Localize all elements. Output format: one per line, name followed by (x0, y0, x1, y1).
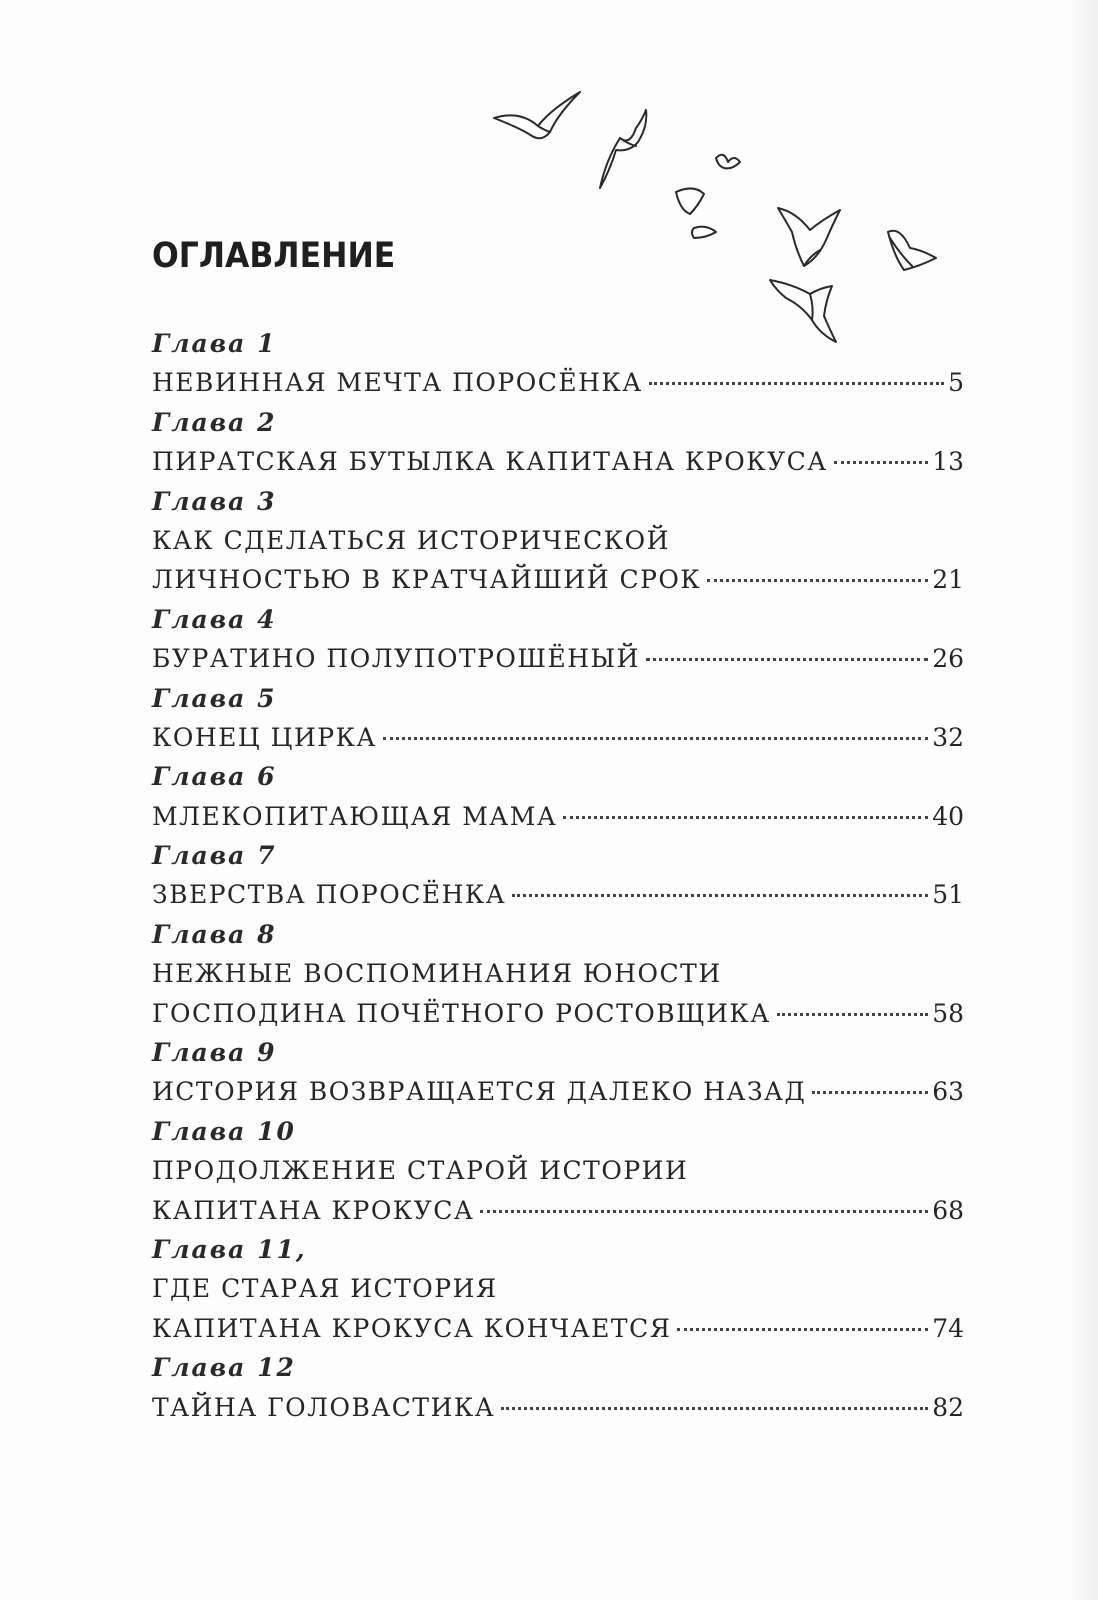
chapter-title: ИСТОРИЯ ВОЗВРАЩАЕТСЯ ДАЛЕКО НАЗАД (152, 1077, 807, 1107)
chapter-label: Глава 6 (152, 762, 277, 792)
chapter-title-line (152, 1191, 964, 1230)
chapter-title: ПРОДОЛЖЕНИЕ СТАРОЙ ИСТОРИИ (152, 1156, 689, 1186)
page-number: 63 (932, 1077, 964, 1107)
chapter-title: КАПИТАНА КРОКУСА (152, 1195, 475, 1225)
chapter-title-line (152, 363, 964, 402)
chapter-title: КАК СДЕЛАТЬСЯ ИСТОРИЧЕСКОЙ (152, 525, 670, 555)
chapter-label: Глава 7 (152, 841, 277, 871)
chapter-title: ГОСПОДИНА ПОЧЁТНОГО РОСТОВЩИКА (152, 998, 771, 1028)
toc-entry[interactable] (152, 1112, 964, 1230)
chapter-label: Глава 8 (152, 919, 277, 949)
chapter-title-line (152, 1072, 964, 1111)
page-number: 68 (932, 1195, 964, 1225)
toc-entry[interactable] (152, 757, 964, 836)
dot-leader (777, 1013, 928, 1016)
toc-entry[interactable] (152, 915, 964, 1033)
page-number: 40 (932, 801, 964, 831)
toc-entry[interactable] (152, 1033, 964, 1112)
chapter-label: Глава 3 (152, 486, 277, 516)
page-number: 58 (932, 998, 964, 1028)
chapter-title: ЗВЕРСТВА ПОРОСЁНКА (152, 880, 507, 910)
dot-leader (812, 1091, 928, 1094)
dot-leader (480, 1210, 928, 1213)
chapter-title-line (152, 1388, 964, 1427)
chapter-title-line (152, 994, 964, 1033)
toc-entry[interactable] (152, 1230, 964, 1348)
dot-leader (834, 461, 928, 464)
dot-leader (501, 1407, 928, 1410)
chapter-title: НЕВИННАЯ МЕЧТА ПОРОСЁНКА (152, 368, 643, 398)
dot-leader (649, 382, 944, 385)
chapter-title: ПИРАТСКАЯ БУТЫЛКА КАПИТАНА КРОКУСА (152, 447, 828, 477)
toc-entry[interactable] (152, 836, 964, 915)
toc-entry[interactable] (152, 324, 964, 403)
dot-leader (707, 579, 928, 582)
page-number: 32 (932, 722, 964, 752)
chapter-title: КОНЕЦ ЦИРКА (152, 722, 377, 752)
chapter-title-line (152, 521, 964, 560)
page-number: 74 (932, 1313, 964, 1343)
chapter-label: Глава 11, (152, 1234, 307, 1264)
chapter-title: ЛИЧНОСТЬЮ В КРАТЧАЙШИЙ СРОК (152, 565, 702, 595)
chapter-label: Глава 5 (152, 683, 277, 713)
chapter-title-line (152, 954, 964, 993)
chapter-label: Глава 10 (152, 1116, 296, 1146)
chapter-title: ГДЕ СТАРАЯ ИСТОРИЯ (152, 1274, 498, 1304)
page-number: 26 (932, 644, 964, 674)
chapter-title-line (152, 718, 964, 757)
chapter-label: Глава 1 (152, 329, 277, 358)
chapter-title: НЕЖНЫЕ ВОСПОМИНАНИЯ ЮНОСТИ (152, 959, 722, 989)
toc-entry[interactable] (152, 1348, 964, 1427)
dot-leader (646, 658, 928, 661)
dot-leader (677, 1328, 928, 1331)
toc-entry[interactable] (152, 679, 964, 758)
chapter-title-line (152, 639, 964, 678)
chapter-title-line (152, 1269, 964, 1308)
dot-leader (383, 737, 928, 740)
toc-entry[interactable] (152, 600, 964, 679)
page-number: 82 (932, 1392, 964, 1422)
chapter-label: Глава 4 (152, 604, 277, 634)
dot-leader (512, 894, 928, 897)
page-number: 5 (948, 368, 964, 398)
chapter-label: Глава 9 (152, 1038, 277, 1068)
page-edge-shadow (1068, 0, 1098, 1600)
chapter-title-line (152, 1151, 964, 1190)
chapter-title-line (152, 875, 964, 914)
chapter-title: КАПИТАНА КРОКУСА КОНЧАЕТСЯ (152, 1313, 672, 1343)
chapter-title-line (152, 442, 964, 481)
page-number: 13 (932, 447, 964, 477)
chapter-label: Глава 2 (152, 407, 277, 437)
chapter-title: БУРАТИНО ПОЛУПОТРОШЁНЫЙ (152, 644, 640, 674)
toc-entry[interactable] (152, 482, 964, 600)
page-number: 21 (932, 565, 964, 595)
toc-entry[interactable] (152, 403, 964, 482)
chapter-title-line (152, 797, 964, 836)
chapter-title-line (152, 560, 964, 599)
chapter-title: ТАЙНА ГОЛОВАСТИКА (152, 1392, 496, 1422)
toc-title: ОГЛАВЛЕНИЕ (152, 236, 396, 276)
chapter-title: МЛЕКОПИТАЮЩАЯ МАМА (152, 801, 558, 831)
seagulls-flock-icon (480, 80, 960, 350)
dot-leader (563, 816, 928, 819)
table-of-contents (152, 324, 964, 1427)
chapter-label: Глава 12 (152, 1353, 296, 1383)
page-number: 51 (932, 880, 964, 910)
chapter-title-line (152, 1309, 964, 1348)
